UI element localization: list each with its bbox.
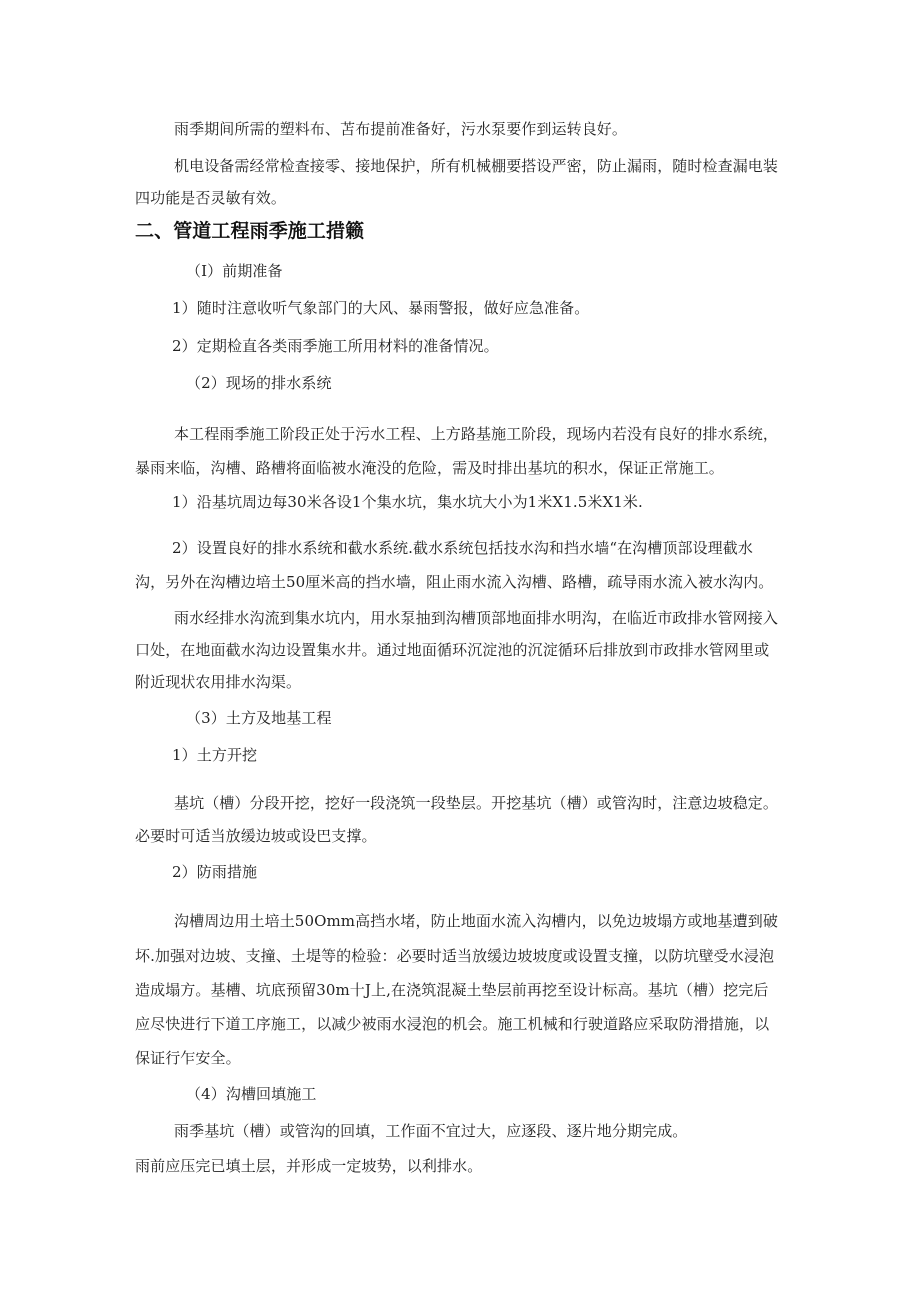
paragraph-rain-protection-cont4: 保证行乍安全。	[135, 1049, 241, 1067]
list-item-sump-pits: 1）沿基坑周边每30米各设1个集水坑，集水坑大小为1米X1.5米X1米.	[172, 493, 643, 511]
paragraph-rain-protection: 沟槽周边用土培土50Omm高挡水堵，防止地面水流入沟槽内，以免边坡塌方或地基遭到破	[174, 912, 778, 930]
paragraph-excavation: 基坑（槽）分段开挖，挖好一段浇筑一段垫层。开挖基坑（槽）或管沟时，注意边坡稳定。	[174, 794, 779, 812]
paragraph-compaction: 雨前应压完已填土层，并形成一定坡势，以利排水。	[135, 1157, 483, 1175]
paragraph-electrical-check: 机电设备需经常检查接零、接地保护，所有机械棚要搭设严密，防止漏雨，随时检查漏电装	[174, 157, 779, 175]
subheading-preparation: （I）前期准备	[186, 262, 283, 280]
list-item-weather-alerts: 1）随时注意收听气象部门的大风、暴雨警报，做好应急准备。	[172, 299, 590, 317]
paragraph-plastic-sheeting: 雨季期间所需的塑料布、苫布提前准备好，污水泵要作到运转良好。	[174, 120, 628, 138]
paragraph-rain-protection-cont2: 造成塌方。基槽、坑底预留30m十J上,在浇筑混凝土垫层前再挖至设计标高。基坑（槽）挖完后	[135, 981, 769, 999]
paragraph-rainwater-flow-cont1: 口处，在地面截水沟边设置集水井。通过地面循环沉淀池的沉淀循环后排放到市政排水管网里或	[135, 641, 770, 659]
paragraph-excavation-cont: 必要时可适当放缓边坡或设巴支撑。	[135, 827, 377, 845]
subheading-trench-backfill: （4）沟槽回填施工	[186, 1085, 317, 1103]
list-item-material-check: 2）定期检直各类雨季施工所用材料的准备情况。	[172, 337, 499, 355]
section-heading: 二、管道工程雨季施工措籁	[135, 220, 365, 242]
paragraph-backfill: 雨季基坑（槽）或管沟的回填，工作面不宜过大，应逐段、逐片地分期完成。	[174, 1122, 688, 1140]
paragraph-rain-protection-cont1: 坏.加强对边坡、支撞、土堤等的检验：必要时适当放缓边坡坡度或设置支撞，以防坑壁受水浸泡	[135, 947, 775, 965]
paragraph-rain-protection-cont3: 应尽快进行下道工序施工，以减少被雨水浸泡的机会。施工机械和行驶道路应采取防滑措施，以	[135, 1015, 770, 1033]
subheading-earthwork: （3）土方及地基工程	[186, 709, 332, 727]
paragraph-rainwater-flow: 雨水经排水沟流到集水坑内，用水泵抽到沟槽顶部地面排水明沟，在临近市政排水管网接入	[174, 609, 779, 627]
paragraph-rainwater-flow-cont2: 附近现状农用排水沟渠。	[135, 673, 302, 691]
list-item-drainage-interception: 2）设置良好的排水系统和截水系统.截水系统包括技水沟和挡水墙“在沟槽顶部设理截水	[172, 539, 753, 557]
paragraph-electrical-check-cont: 四功能是否灵敏有效。	[135, 189, 287, 207]
list-item-rain-protection: 2）防雨措施	[172, 863, 258, 881]
subheading-drainage-system: （2）现场的排水系统	[186, 374, 332, 392]
paragraph-project-stage: 本工程雨季施工阶段正处于污水工程、上方路基施工阶段，现场内若没有良好的排水系统，	[174, 425, 779, 443]
list-item-excavation: 1）土方开挖	[172, 746, 258, 764]
paragraph-project-stage-cont: 暴雨来临，沟槽、路槽将面临被水淹没的危险，需及时排出基坑的积水，保证正常施工。	[135, 459, 724, 477]
list-item-drainage-interception-cont: 沟，另外在沟槽边培土50厘米高的挡水墙，阻止雨水流入沟槽、路槽，疏导雨水流入被水沟内。	[135, 573, 774, 591]
